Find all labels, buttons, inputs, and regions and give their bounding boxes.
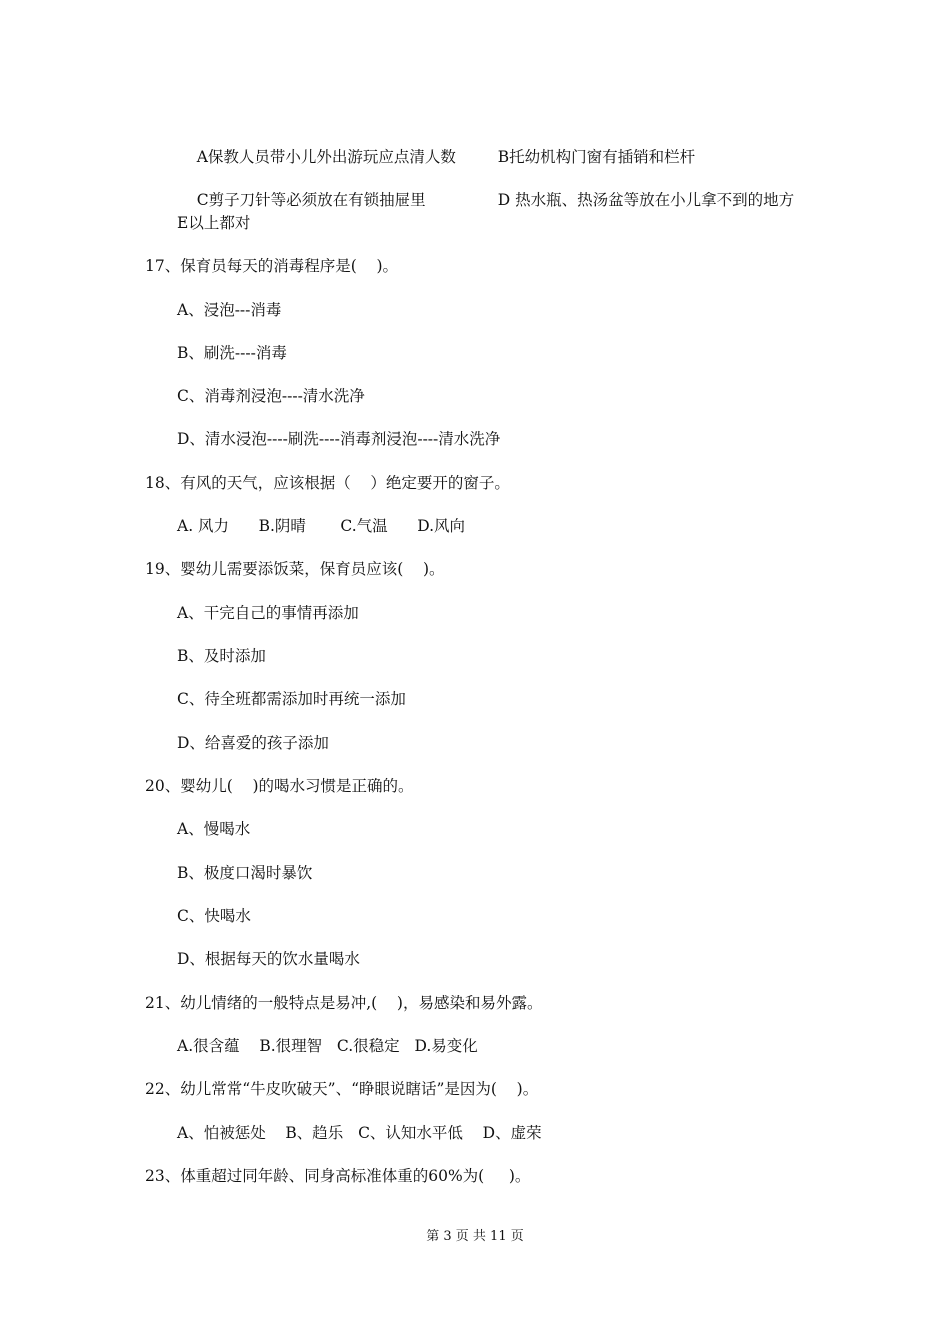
option-line: C、快喝水 <box>177 907 251 925</box>
option-line: A. 风力 B.阴晴 C.气温 D.风向 <box>177 517 466 535</box>
option-line: B、及时添加 <box>177 647 266 665</box>
option-line: D、清水浸泡----刷洗----消毒剂浸泡----清水洗净 <box>177 430 501 448</box>
question-20: 20、婴幼儿( )的喝水习惯是正确的。 <box>145 777 414 795</box>
option-line: A、慢喝水 <box>177 820 251 838</box>
question-19: 19、婴幼儿需要添饭菜，保育员应该( )。 <box>145 560 445 578</box>
question-23: 23、体重超过同年龄、同身高标准体重的60%为( )。 <box>145 1167 531 1185</box>
option-line: D、根据每天的饮水量喝水 <box>177 950 360 968</box>
option-line: D、给喜爱的孩子添加 <box>177 734 329 752</box>
question-18: 18、有风的天气，应该根据（ ）绝定要开的窗子。 <box>145 474 510 492</box>
option-right: D 热水瓶、热汤盆等放在小儿拿不到的地方 <box>497 191 795 209</box>
option-line: A、怕被惩处 B、趋乐 C、认知水平低 D、虚荣 <box>177 1124 542 1142</box>
option-line: E以上都对 <box>177 214 251 232</box>
option-right: B托幼机构门窗有插销和栏杆 <box>497 148 696 166</box>
option-line: B、刷洗----消毒 <box>177 344 287 362</box>
option-line: B、极度口渴时暴饮 <box>177 864 313 882</box>
option-left: C剪子刀针等必须放在有锁抽屉里 <box>196 191 426 209</box>
option-line: C、待全班都需添加时再统一添加 <box>177 690 406 708</box>
question-21: 21、幼儿情绪的一般特点是易冲,( )，易感染和易外露。 <box>145 994 543 1012</box>
option-line: A、干完自己的事情再添加 <box>177 604 359 622</box>
question-17: 17、保育员每天的消毒程序是( )。 <box>145 257 399 275</box>
option-line: C、消毒剂浸泡----清水洗净 <box>177 387 365 405</box>
option-left: A保教人员带小儿外出游玩应点清人数 <box>196 148 456 166</box>
option-line: A.很含蕴 B.很理智 C.很稳定 D.易变化 <box>177 1037 478 1055</box>
option-line: A、浸泡---消毒 <box>177 301 282 319</box>
page-footer: 第 3 页 共 11 页 <box>426 1229 524 1244</box>
option-line <box>478 170 794 230</box>
question-22: 22、幼儿常常“牛皮吹破天”、“睁眼说瞎话”是因为( )。 <box>145 1080 539 1098</box>
